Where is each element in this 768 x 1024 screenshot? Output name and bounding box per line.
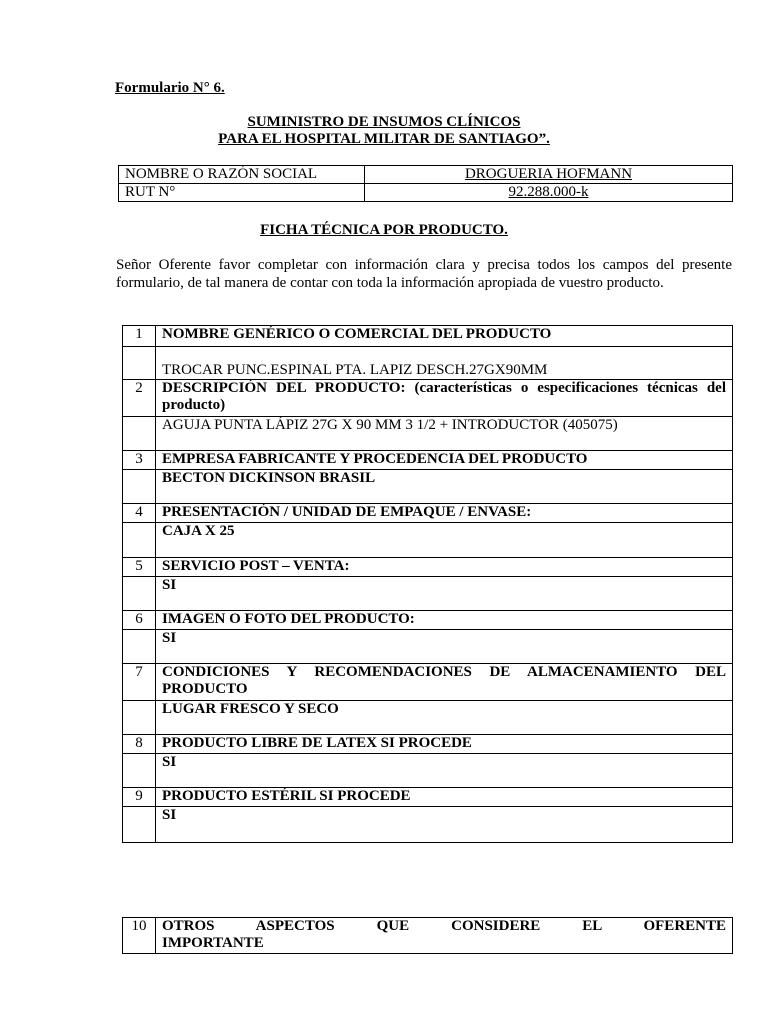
table-row	[123, 380, 733, 417]
item-answer: CAJA X 25	[156, 523, 733, 558]
item-question-note: (características o especificaciones técnicas del producto)	[162, 380, 726, 413]
item-question-cell	[156, 918, 733, 954]
item-number: 1	[123, 326, 156, 347]
item-number: 9	[123, 788, 156, 807]
document-heading-line1: SUMINISTRO DE INSUMOS CLÍNICOS	[247, 114, 521, 130]
item-question: DESCRIPCIÓN DEL PRODUCTO:	[162, 380, 406, 396]
table-row	[123, 664, 733, 701]
table-row	[123, 788, 733, 807]
item-answer: LUGAR FRESCO Y SECO	[156, 701, 733, 735]
item-question: EMPRESA FABRICANTE Y PROCEDENCIA DEL PRODUCTO	[156, 451, 733, 470]
item-number: 3	[123, 451, 156, 470]
item-question: PRESENTACIÓN / UNIDAD DE EMPAQUE / ENVASE:	[156, 504, 733, 523]
section-title: FICHA TÉCNICA POR PRODUCTO.	[260, 222, 508, 238]
table-row	[123, 735, 733, 754]
table-row	[123, 504, 733, 523]
table-row	[119, 184, 733, 202]
supplier-id-table	[118, 165, 733, 202]
item-number: 7	[123, 664, 156, 701]
supplier-name-label: NOMBRE O RAZÓN SOCIAL	[119, 166, 365, 184]
item-number: 6	[123, 611, 156, 630]
item-number: 2	[123, 380, 156, 417]
table-row	[123, 523, 733, 558]
empty-cell	[123, 523, 156, 558]
table-row	[123, 326, 733, 347]
item-question: OTROS ASPECTOS QUE CONSIDERE EL OFERENTE	[162, 918, 726, 934]
table-row	[123, 754, 733, 788]
item-question: PRODUCTO ESTÉRIL SI PROCEDE	[156, 788, 733, 807]
item-number: 4	[123, 504, 156, 523]
item-question-cell	[156, 380, 733, 417]
item-number: 10	[123, 918, 156, 954]
table-row	[123, 417, 733, 451]
item-number: 5	[123, 558, 156, 577]
table-row	[119, 166, 733, 184]
table-row	[123, 558, 733, 577]
item-answer: SI	[156, 807, 733, 843]
product-sheet-table	[122, 325, 733, 843]
table-row	[123, 611, 733, 630]
other-aspects-table	[122, 917, 733, 954]
item-question: IMAGEN O FOTO DEL PRODUCTO:	[156, 611, 733, 630]
table-row	[123, 630, 733, 664]
supplier-name-value: DROGUERIA HOFMANN	[365, 166, 733, 184]
item-answer: BECTON DICKINSON BRASIL	[156, 470, 733, 504]
table-row	[123, 470, 733, 504]
item-question-continued: IMPORTANTE	[162, 935, 264, 951]
document-heading-line2: PARA EL HOSPITAL MILITAR DE SANTIAGO”.	[218, 131, 550, 147]
empty-cell	[123, 630, 156, 664]
item-question: CONDICIONES Y RECOMENDACIONES DE ALMACENAMIENTO DEL PRODUCTO	[156, 664, 733, 701]
empty-cell	[123, 347, 156, 380]
intro-paragraph: Señor Oferente favor completar con información clara y precisa todos los campos del presente formulario, de tal manera de contar con toda la información apropiada de vuestro producto.	[116, 257, 732, 291]
item-question: NOMBRE GENÉRICO O COMERCIAL DEL PRODUCTO	[156, 326, 733, 347]
table-row	[123, 807, 733, 843]
empty-cell	[123, 417, 156, 451]
table-row	[123, 451, 733, 470]
item-question: SERVICIO POST – VENTA:	[156, 558, 733, 577]
empty-cell	[123, 470, 156, 504]
empty-cell	[123, 807, 156, 843]
empty-cell	[123, 577, 156, 611]
item-answer: AGUJA PUNTA LÁPIZ 27G X 90 MM 3 1/2 + INTRODUCTOR (405075)	[156, 417, 733, 451]
empty-cell	[123, 754, 156, 788]
table-row	[123, 577, 733, 611]
rut-label: RUT N°	[119, 184, 365, 202]
item-number: 8	[123, 735, 156, 754]
item-answer: SI	[156, 754, 733, 788]
empty-cell	[123, 701, 156, 735]
table-row	[123, 347, 733, 380]
table-row	[123, 918, 733, 954]
item-answer: SI	[156, 577, 733, 611]
form-number-label: Formulario N° 6.	[115, 80, 225, 96]
item-answer: TROCAR PUNC.ESPINAL PTA. LAPIZ DESCH.27GX90MM	[156, 347, 733, 380]
rut-value: 92.288.000-k	[365, 184, 733, 202]
table-row	[123, 701, 733, 735]
item-answer: SI	[156, 630, 733, 664]
item-question: PRODUCTO LIBRE DE LATEX SI PROCEDE	[156, 735, 733, 754]
